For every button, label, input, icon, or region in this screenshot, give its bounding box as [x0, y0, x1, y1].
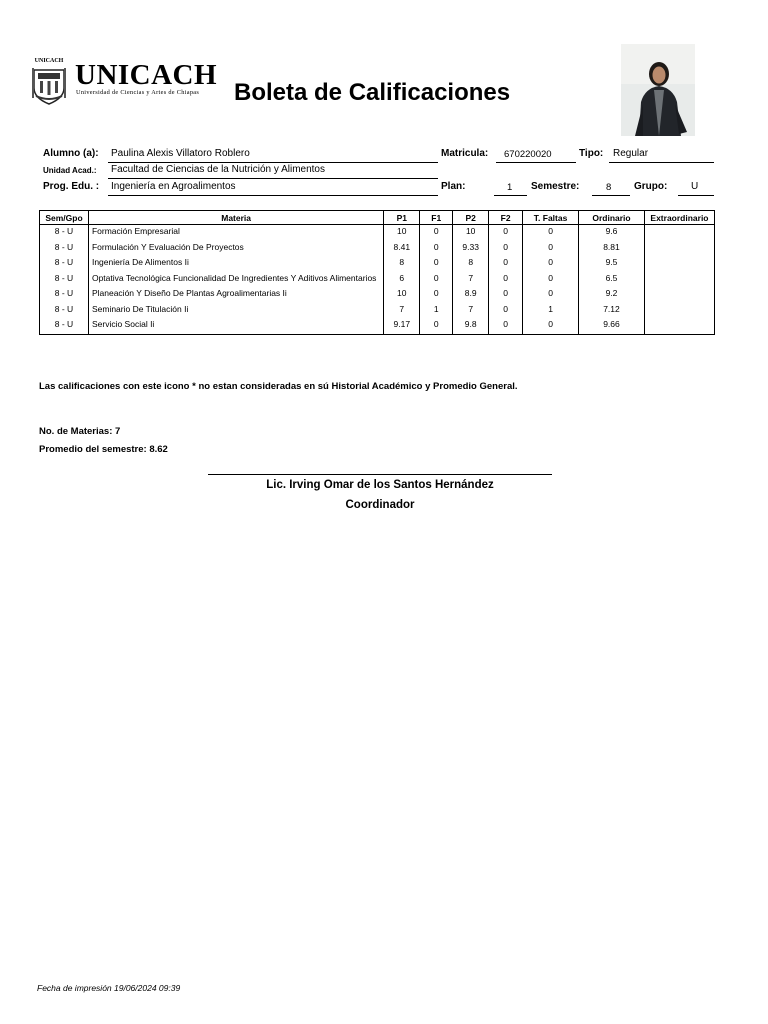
cell-f1: 0 — [420, 287, 453, 303]
cell-sem: 8 - U — [40, 256, 89, 272]
cell-f1: 0 — [420, 318, 453, 334]
cell-ordinario: 9.6 — [579, 225, 645, 241]
cell-materia: Planeación Y Diseño De Plantas Agroalimentarias Ii — [88, 287, 383, 303]
cell-extra — [644, 225, 714, 241]
col-header: F1 — [420, 211, 453, 225]
prog-underline — [108, 195, 438, 196]
cell-p1: 10 — [384, 287, 420, 303]
table-row — [40, 287, 715, 303]
cell-p2: 8.9 — [453, 287, 489, 303]
col-header: Materia — [88, 211, 383, 225]
tipo-underline — [609, 162, 714, 163]
cell-p2: 7 — [453, 272, 489, 288]
table-header-row — [40, 211, 715, 225]
cell-extra — [644, 287, 714, 303]
grades-table — [39, 210, 715, 335]
cell-faltas: 1 — [523, 303, 579, 319]
semester-average: Promedio del semestre: 8.62 — [39, 444, 168, 455]
cell-sem: 8 - U — [40, 272, 89, 288]
cell-faltas: 0 — [523, 256, 579, 272]
cell-sem: 8 - U — [40, 241, 89, 257]
table-row — [40, 272, 715, 288]
col-header: P2 — [453, 211, 489, 225]
plan-value: 1 — [507, 182, 513, 193]
cell-ordinario: 9.5 — [579, 256, 645, 272]
cell-faltas: 0 — [523, 272, 579, 288]
matricula-value: 670220020 — [504, 149, 552, 160]
cell-p1: 10 — [384, 225, 420, 241]
svg-text:UNICACH: UNICACH — [34, 58, 64, 64]
cell-f2: 0 — [489, 287, 523, 303]
cell-f2: 0 — [489, 303, 523, 319]
cell-p2: 9.8 — [453, 318, 489, 334]
matricula-underline — [496, 162, 576, 163]
cell-extra — [644, 241, 714, 257]
cell-f1: 1 — [420, 303, 453, 319]
cell-ordinario: 9.2 — [579, 287, 645, 303]
matricula-label: Matricula: — [441, 148, 489, 159]
grupo-value: U — [691, 181, 699, 192]
cell-f1: 0 — [420, 256, 453, 272]
signatory-name: Lic. Irving Omar de los Santos Hernández — [266, 479, 494, 491]
plan-underline — [494, 195, 527, 196]
cell-p2: 7 — [453, 303, 489, 319]
cell-ordinario: 9.66 — [579, 318, 645, 334]
cell-p1: 8 — [384, 256, 420, 272]
tipo-label: Tipo: — [579, 148, 604, 159]
table-row — [40, 318, 715, 334]
tipo-value: Regular — [613, 148, 649, 159]
cell-f1: 0 — [420, 272, 453, 288]
col-header: F2 — [489, 211, 523, 225]
cell-f1: 0 — [420, 225, 453, 241]
semestre-label: Semestre: — [531, 181, 580, 192]
cell-sem: 8 - U — [40, 318, 89, 334]
cell-sem: 8 - U — [40, 225, 89, 241]
student-photo — [621, 44, 695, 136]
cell-p1: 8.41 — [384, 241, 420, 257]
cell-p2: 9.33 — [453, 241, 489, 257]
cell-extra — [644, 303, 714, 319]
cell-materia: Formación Empresarial — [88, 225, 383, 241]
col-header: T. Faltas — [523, 211, 579, 225]
cell-materia: Optativa Tecnológica Funcionalidad De Ingredientes Y Aditivos Alimentarios — [88, 272, 383, 288]
unicach-wordmark: UNICACH — [75, 59, 218, 91]
cell-faltas: 0 — [523, 241, 579, 257]
cell-extra — [644, 272, 714, 288]
cell-p1: 9.17 — [384, 318, 420, 334]
cell-faltas: 0 — [523, 287, 579, 303]
alumno-value: Paulina Alexis Villatoro Roblero — [111, 148, 250, 159]
unicach-seal-logo — [30, 54, 68, 106]
calification-note: Las calificaciones con este icono * no estan consideradas en sú Historial Académico y Promedio General. — [39, 381, 518, 392]
unidad-value: Facultad de Ciencias de la Nutrición y Alimentos — [111, 164, 325, 175]
print-date: Fecha de impresión 19/06/2024 09:39 — [37, 983, 181, 993]
table-row — [40, 241, 715, 257]
table-row — [40, 303, 715, 319]
cell-faltas: 0 — [523, 225, 579, 241]
signatory-role: Coordinador — [345, 499, 415, 511]
cell-materia: Ingeniería De Alimentos Ii — [88, 256, 383, 272]
cell-f2: 0 — [489, 272, 523, 288]
cell-ordinario: 7.12 — [579, 303, 645, 319]
signature-line — [208, 474, 552, 475]
materias-count: No. de Materias: 7 — [39, 426, 121, 437]
cell-f2: 0 — [489, 256, 523, 272]
col-header: P1 — [384, 211, 420, 225]
cell-extra — [644, 318, 714, 334]
cell-sem: 8 - U — [40, 287, 89, 303]
cell-materia: Servicio Social Ii — [88, 318, 383, 334]
cell-f2: 0 — [489, 241, 523, 257]
unidad-underline — [108, 178, 438, 179]
semestre-value: 8 — [606, 182, 612, 193]
unidad-label: Unidad Acad.: — [43, 166, 97, 175]
cell-sem: 8 - U — [40, 303, 89, 319]
cell-p2: 8 — [453, 256, 489, 272]
semestre-underline — [592, 195, 630, 196]
col-header: Sem/Gpo — [40, 211, 89, 225]
col-header: Extraordinario — [644, 211, 714, 225]
cell-p1: 7 — [384, 303, 420, 319]
grupo-underline — [678, 195, 714, 196]
cell-p1: 6 — [384, 272, 420, 288]
cell-f2: 0 — [489, 225, 523, 241]
cell-p2: 10 — [453, 225, 489, 241]
prog-label: Prog. Edu. : — [43, 181, 100, 192]
cell-materia: Seminario De Titulación Ii — [88, 303, 383, 319]
cell-f2: 0 — [489, 318, 523, 334]
table-row — [40, 225, 715, 241]
cell-faltas: 0 — [523, 318, 579, 334]
plan-label: Plan: — [441, 181, 466, 192]
col-header: Ordinario — [579, 211, 645, 225]
grupo-label: Grupo: — [634, 181, 668, 192]
prog-value: Ingeniería en Agroalimentos — [111, 181, 236, 192]
alumno-underline — [108, 162, 438, 163]
cell-materia: Formulación Y Evaluación De Proyectos — [88, 241, 383, 257]
cell-ordinario: 8.81 — [579, 241, 645, 257]
cell-extra — [644, 256, 714, 272]
university-subtitle: Universidad de Ciencias y Artes de Chiapas — [76, 89, 200, 96]
alumno-label: Alumno (a): — [43, 148, 99, 159]
cell-f1: 0 — [420, 241, 453, 257]
document-title: Boleta de Calificaciones — [234, 79, 511, 106]
table-row — [40, 256, 715, 272]
cell-ordinario: 6.5 — [579, 272, 645, 288]
